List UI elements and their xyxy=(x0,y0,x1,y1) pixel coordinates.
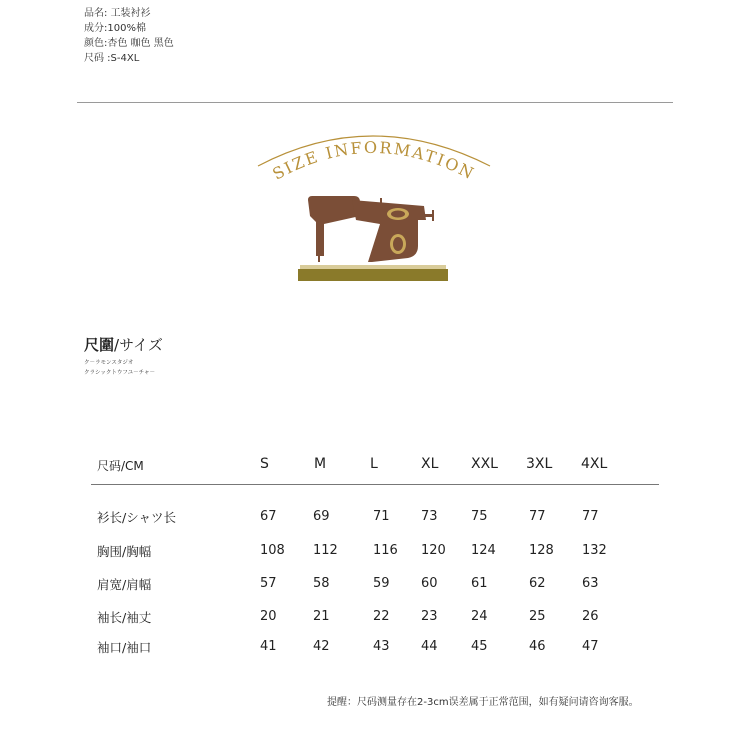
table-cell: 43 xyxy=(373,639,390,654)
product-sizes: 尺码 :S-4XL xyxy=(84,53,140,64)
table-row-label: 衫长/シャツ长 xyxy=(97,510,176,525)
table-cell: 128 xyxy=(529,543,554,558)
top-divider xyxy=(77,102,673,103)
table-cell: 59 xyxy=(373,576,390,591)
table-cell: 77 xyxy=(529,509,546,524)
table-cell: 46 xyxy=(529,639,546,654)
header-size-xxl: XXL xyxy=(471,456,498,472)
table-cell: 20 xyxy=(260,609,277,624)
table-cell: 62 xyxy=(529,576,546,591)
header-size-4xl: 4XL xyxy=(581,456,608,472)
emblem-base-top xyxy=(300,265,446,269)
sewing-machine-icon xyxy=(308,196,434,262)
table-cell: 44 xyxy=(421,639,438,654)
header-size-s: S xyxy=(260,456,269,472)
table-cell: 132 xyxy=(582,543,607,558)
product-material: 成分:100%棉 xyxy=(84,23,146,34)
table-cell: 69 xyxy=(313,509,330,524)
table-header-divider xyxy=(91,484,659,485)
table-cell: 73 xyxy=(421,509,438,524)
header-size-3xl: 3XL xyxy=(526,456,553,472)
table-row-label: 袖长/袖丈 xyxy=(97,610,152,625)
size-section-title: 尺圍/サイズ xyxy=(84,336,163,354)
header-size-l: L xyxy=(370,456,378,472)
table-cell: 63 xyxy=(582,576,599,591)
table-cell: 71 xyxy=(373,509,390,524)
table-cell: 21 xyxy=(313,609,330,624)
table-cell: 124 xyxy=(471,543,496,558)
header-size-xl: XL xyxy=(421,456,439,472)
table-cell: 112 xyxy=(313,543,338,558)
table-cell: 25 xyxy=(529,609,546,624)
product-colors: 颜色:杏色 咖色 黑色 xyxy=(84,38,174,49)
table-cell: 61 xyxy=(471,576,488,591)
emblem-title: SIZE INFORMATION xyxy=(269,137,479,184)
table-cell: 58 xyxy=(313,576,330,591)
table-cell: 75 xyxy=(471,509,488,524)
table-cell: 116 xyxy=(373,543,398,558)
table-cell: 57 xyxy=(260,576,277,591)
table-cell: 22 xyxy=(373,609,390,624)
table-row-label: 胸围/胸幅 xyxy=(97,544,152,559)
table-row-label: 袖口/袖口 xyxy=(97,640,152,655)
table-row-label: 肩宽/肩幅 xyxy=(97,577,152,592)
table-cell: 77 xyxy=(582,509,599,524)
table-cell: 41 xyxy=(260,639,277,654)
table-cell: 24 xyxy=(471,609,488,624)
table-cell: 108 xyxy=(260,543,285,558)
product-name: 品名: 工装衬衫 xyxy=(84,8,151,19)
table-cell: 23 xyxy=(421,609,438,624)
size-section-subtitle-1: ク－ラモンスタジオ xyxy=(84,360,134,366)
table-cell: 42 xyxy=(313,639,330,654)
size-information-emblem xyxy=(248,128,496,288)
size-section-subtitle-2: クラシックトウフユ－チャ－ xyxy=(84,370,155,376)
header-size-m: M xyxy=(314,456,327,472)
product-info xyxy=(84,6,174,66)
table-cell: 47 xyxy=(582,639,599,654)
emblem-base xyxy=(298,269,448,281)
measurement-note: 提醒：尺码测量存在2-3cm误差属于正常范围，如有疑问请咨询客服。 xyxy=(327,697,639,708)
table-cell: 120 xyxy=(421,543,446,558)
table-cell: 67 xyxy=(260,509,277,524)
table-cell: 45 xyxy=(471,639,488,654)
table-cell: 60 xyxy=(421,576,438,591)
table-cell: 26 xyxy=(582,609,599,624)
header-label: 尺码/CM xyxy=(97,459,144,473)
